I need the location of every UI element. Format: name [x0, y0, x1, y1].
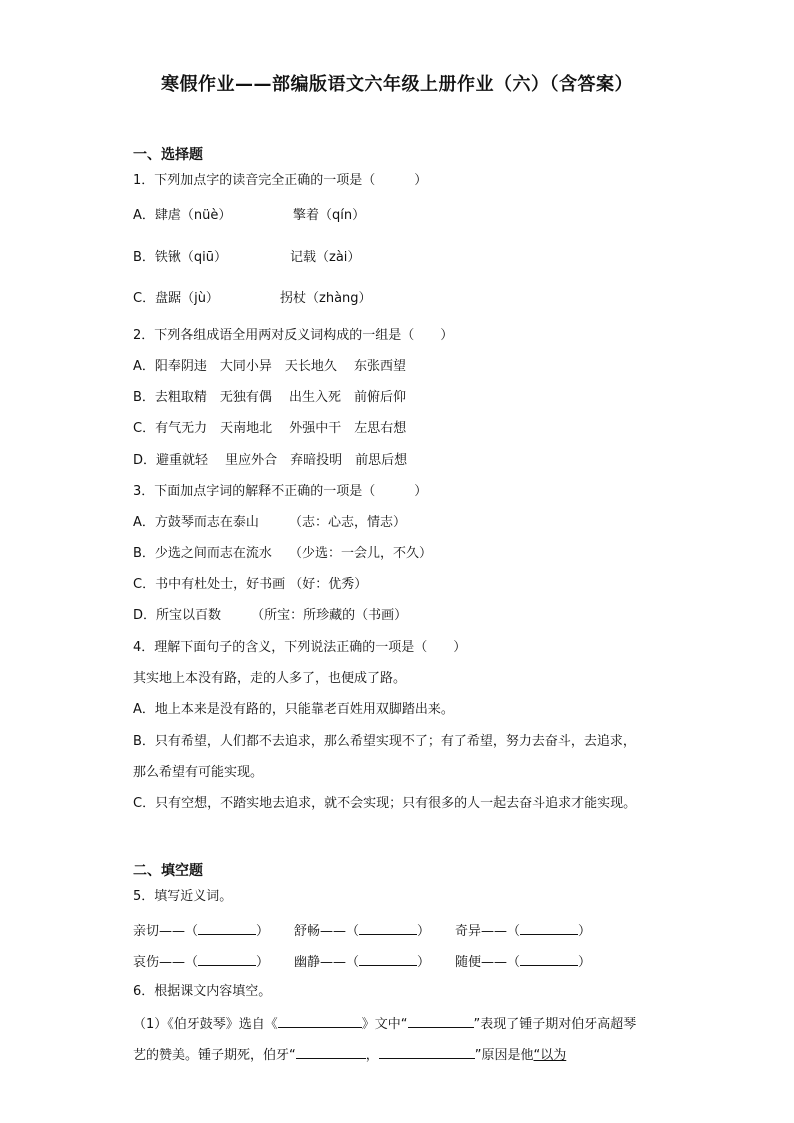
page-title: 寒假作业——部编版语文六年级上册作业（六）（含答案）	[161, 74, 633, 95]
q6-text: （1）《伯牙鼓琴》选自《	[133, 1017, 278, 1032]
question-4-stem: 4．理解下面句子的含义，下列说法正确的一项是（ ）	[133, 640, 467, 655]
question-3-option-d: D．所宝以百数 （所宝：所珍藏的（书画）	[133, 608, 408, 623]
question-1-option-b	[133, 249, 361, 267]
question-1-option-c	[133, 290, 372, 308]
question-3-stem: 3．下面加点字词的解释不正确的一项是（ ）	[133, 484, 428, 499]
question-1-option-a	[133, 207, 366, 225]
question-3-option-a: A．方鼓琴而志在泰山 （志：心志，情志）	[133, 515, 407, 530]
question-2-option-a: A．阳奉阴违 大同小异 天长地久 东张西望	[133, 359, 407, 374]
paren-close: ）	[417, 924, 431, 939]
synonym-pair-6	[455, 951, 591, 970]
synonym-answer-blank[interactable]	[520, 922, 578, 935]
section-heading-choice: 一、选择题	[133, 147, 203, 163]
synonym-pair-2	[294, 920, 430, 939]
option-c-word-1: C．盘踞（jù）	[133, 291, 219, 306]
synonym-answer-blank[interactable]	[198, 953, 256, 966]
option-a-word-2: 擎着（qín）	[293, 208, 366, 223]
q6-blank-action-1[interactable]	[296, 1046, 366, 1059]
question-4-quote: 其实地上本没有路，走的人多了，也便成了路。	[133, 671, 407, 686]
synonym-pair-4	[133, 951, 269, 970]
question-6-stem: 6．根据课文内容填空。	[133, 984, 272, 999]
question-6-line-1	[133, 1015, 636, 1034]
paren-close: ）	[417, 955, 431, 970]
option-b-word-2: 记载（zài）	[290, 250, 361, 265]
synonym-answer-blank[interactable]	[359, 922, 417, 935]
section-heading-fill: 二、填空题	[133, 863, 203, 879]
question-4-option-c: C．只有空想，不踏实地去追求，就不会实现；只有很多的人一起去奋斗追求才能实现。	[133, 796, 637, 811]
synonym-answer-blank[interactable]	[520, 953, 578, 966]
synonym-word: 幽静——（	[294, 955, 360, 970]
paren-close: ）	[256, 955, 270, 970]
q6-blank-action-2[interactable]	[379, 1046, 475, 1059]
synonym-word: 随便——（	[455, 955, 521, 970]
question-2-option-b: B．去粗取精 无独有偶 出生入死 前俯后仰	[133, 390, 407, 405]
question-4-option-b-line-1: B．只有希望，人们都不去追求，那么希望实现不了；有了希望，努力去奋斗，去追求，	[133, 734, 636, 749]
question-5-stem: 5．填写近义词。	[133, 889, 233, 904]
question-1-stem: 1．下列加点字的读音完全正确的一项是（ ）	[133, 173, 428, 188]
q6-text: ，	[365, 1048, 379, 1063]
synonym-answer-blank[interactable]	[359, 953, 417, 966]
synonym-pair-1	[133, 920, 269, 939]
question-6-line-2	[133, 1046, 566, 1065]
synonym-word: 舒畅——（	[294, 924, 360, 939]
synonym-word: 奇异——（	[455, 924, 521, 939]
q6-blank-quote[interactable]	[408, 1015, 474, 1028]
synonym-answer-blank[interactable]	[198, 922, 256, 935]
question-3-option-c: C．书中有杜处士，好书画 （好：优秀）	[133, 577, 368, 592]
question-4-option-b-line-2: 那么希望有可能实现。	[133, 765, 264, 780]
q6-blank-source[interactable]	[278, 1015, 362, 1028]
q6-text: 艺的赞美。锺子期死，伯牙“	[133, 1048, 296, 1063]
paren-close: ）	[256, 924, 270, 939]
q6-text: ”原因是他	[474, 1048, 534, 1063]
question-2-option-d: D．避重就轻 里应外合 弃暗投明 前思后想	[133, 453, 408, 468]
question-2-option-c: C．有气无力 天南地北 外强中干 左思右想	[133, 421, 407, 436]
synonym-pair-5	[294, 951, 430, 970]
paren-close: ）	[578, 924, 592, 939]
option-c-word-2: 拐杖（zhàng）	[280, 291, 372, 306]
synonym-word: 亲切——（	[133, 924, 199, 939]
q6-text: 》文中“	[361, 1017, 408, 1032]
option-b-word-1: B．铁锹（qiū）	[133, 250, 228, 265]
question-3-option-b: B．少选之间而志在流水 （少选：一会儿，不久）	[133, 546, 433, 561]
question-4-option-a: A．地上本来是没有路的，只能靠老百姓用双脚踏出来。	[133, 702, 454, 717]
q6-text-underlined: “以为	[533, 1048, 567, 1063]
question-2-stem: 2．下列各组成语全用两对反义词构成的一组是（ ）	[133, 328, 454, 343]
synonym-word: 哀伤——（	[133, 955, 199, 970]
paren-close: ）	[578, 955, 592, 970]
option-a-word-1: A．肆虐（nüè）	[133, 208, 232, 223]
synonym-pair-3	[455, 920, 591, 939]
q6-text: ”表现了锺子期对伯牙高超琴	[473, 1017, 637, 1032]
